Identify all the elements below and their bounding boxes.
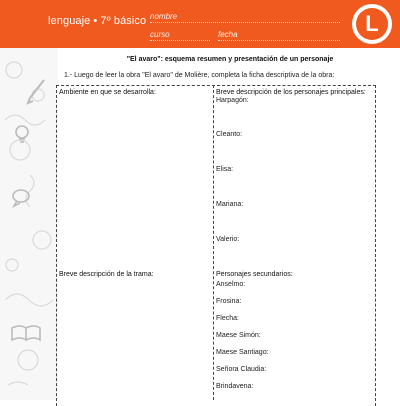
plot-label: Breve descripción de la trama: <box>59 271 154 278</box>
secondary-character-anselmo: Anselmo: <box>216 281 246 288</box>
column-divider <box>213 85 214 400</box>
secondary-character-flecha: Flecha: <box>216 315 239 322</box>
main-character-elisa: Elisa: <box>216 166 234 173</box>
setting-label: Ambiente en que se desarrolla: <box>59 89 156 96</box>
subject-logo <box>352 4 392 44</box>
main-characters-label: Breve descripción de los personajes principales: <box>216 89 366 96</box>
secondary-character-maese-santiago: Maese Santiago: <box>216 349 269 356</box>
book-icon <box>12 326 40 340</box>
secondary-characters-label: Personajes secundarios: <box>216 271 293 278</box>
worksheet-instruction: 1.- Luego de leer la obra "El avaro" de Molière, completa la ficha descriptiva de la obra: <box>64 72 335 79</box>
subject-separator: • <box>93 15 98 27</box>
secondary-character-brindavena: Brindavena: <box>216 383 254 390</box>
main-character-cleanto: Cleanto: <box>216 131 243 138</box>
subject-logo-letter: L <box>356 8 388 40</box>
main-character-mariana: Mariana: <box>216 201 244 208</box>
worksheet-title: "El avaro": esquema resumen y presentación de un personaje <box>126 56 334 63</box>
doodle-pattern <box>0 0 58 400</box>
main-character-harpagon: Harpagón: <box>216 97 249 104</box>
course-field[interactable] <box>150 30 210 41</box>
grade-label: 7º básico <box>100 15 147 27</box>
decorative-side-strip <box>0 0 58 400</box>
header-bar <box>0 0 400 48</box>
name-field[interactable] <box>150 12 340 23</box>
subject-label <box>48 15 146 27</box>
secondary-character-senora-claudia: Señora Claudia: <box>216 366 267 373</box>
name-label: nombre <box>150 12 178 21</box>
date-field[interactable] <box>218 30 340 41</box>
secondary-character-frosina: Frosina: <box>216 298 242 305</box>
date-label: fecha <box>218 30 238 39</box>
course-label: curso <box>150 30 170 39</box>
secondary-character-maese-simon: Maese Simón: <box>216 332 261 339</box>
lightbulb-icon <box>16 126 28 142</box>
subject-name: lenguaje <box>48 15 91 27</box>
main-character-valerio: Valerio: <box>216 236 240 243</box>
